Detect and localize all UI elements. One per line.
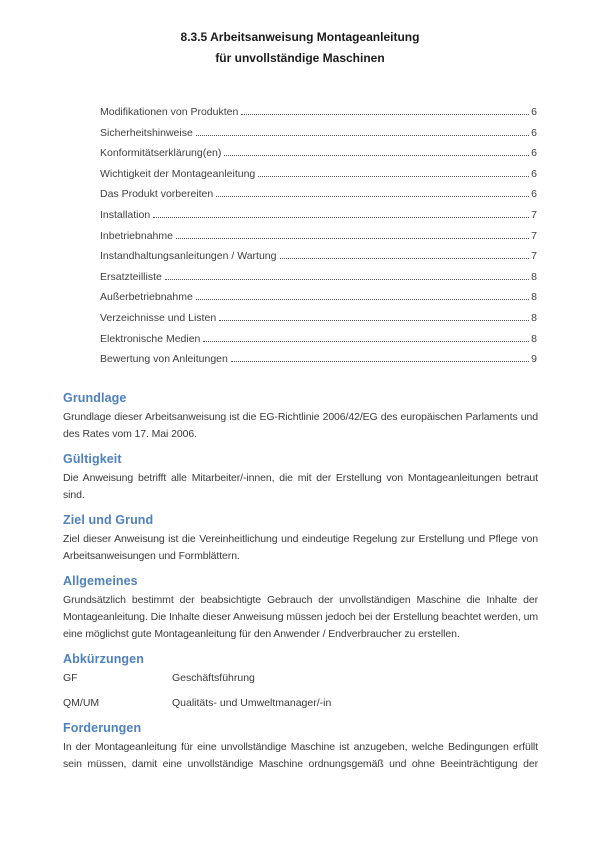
toc-dot-leader	[241, 113, 529, 115]
toc-entry-label: Verzeichnisse und Listen	[100, 311, 217, 324]
toc-entry[interactable]	[100, 353, 537, 365]
toc-entry[interactable]	[100, 230, 537, 242]
toc-page-number: 6	[531, 126, 537, 139]
toc-entry[interactable]	[100, 147, 537, 159]
toc-entry-label: Das Produkt vorbereiten	[100, 188, 214, 201]
section-paragraph	[63, 592, 538, 643]
toc-page-number: 8	[531, 270, 537, 283]
section-heading: Ziel und Grund	[63, 513, 154, 528]
document-title-line1: 8.3.5 Arbeitsanweisung Montageanleitung	[180, 30, 420, 44]
section	[63, 452, 538, 504]
section-heading: Abkürzungen	[63, 652, 144, 667]
toc-entry[interactable]	[100, 271, 537, 283]
section-paragraph	[63, 409, 538, 443]
toc-entry[interactable]	[100, 312, 537, 324]
paragraph-line: des Rates vom 17. Mai 2006.	[63, 428, 197, 441]
toc-entry[interactable]	[100, 106, 537, 118]
paragraph-line: sind.	[63, 489, 85, 502]
section-heading: Forderungen	[63, 721, 142, 736]
abbreviation-definition: Geschäftsführung	[172, 672, 255, 685]
toc-entry[interactable]	[100, 250, 537, 262]
toc-entry-label: Außerbetriebnahme	[100, 291, 193, 304]
toc-page-number: 8	[531, 311, 537, 324]
toc-page-number: 7	[531, 229, 537, 242]
toc-entry-label: Instandhaltungsanleitungen / Wartung	[100, 250, 277, 263]
toc-page-number: 6	[531, 188, 537, 201]
section-paragraph	[63, 739, 538, 773]
abbreviation-definition: Qualitäts- und Umweltmanager/-in	[172, 697, 332, 710]
toc-entry-label: Modifikationen von Produkten	[100, 106, 239, 118]
section-heading: Gültigkeit	[63, 452, 122, 467]
toc-entry[interactable]	[100, 168, 537, 180]
abbreviation-list	[63, 670, 538, 712]
section	[63, 721, 538, 773]
toc-page-number: 6	[531, 106, 537, 118]
section-paragraph	[63, 470, 538, 504]
section-heading: Allgemeines	[63, 574, 138, 589]
toc-dot-leader	[153, 216, 529, 218]
section-heading: Grundlage	[63, 391, 127, 406]
abbreviation-term: GF	[63, 672, 78, 685]
toc-page-number: 7	[531, 250, 537, 263]
toc-dot-leader	[216, 195, 529, 197]
toc-entry-label: Sicherheitshinweise	[100, 126, 193, 139]
paragraph-line: Die Anweisung betrifft alle Mitarbeiter/-innen, die mit der Erstellung von Montageanleitungen betraut	[63, 472, 538, 485]
paragraph-line: Arbeitsanweisungen und Formblättern.	[63, 550, 240, 563]
abbreviation-row	[63, 695, 538, 712]
toc-page-number: 7	[531, 208, 537, 221]
toc-entry[interactable]	[100, 127, 537, 139]
section	[63, 513, 538, 565]
toc-page-number: 6	[531, 147, 537, 160]
toc-entry-label: Konformitätserklärung(en)	[100, 147, 222, 160]
toc-dot-leader	[196, 298, 529, 300]
toc-entry-label: Inbetriebnahme	[100, 229, 173, 242]
toc-entry[interactable]	[100, 188, 537, 200]
toc-entry-label: Bewertung von Anleitungen	[100, 353, 228, 366]
paragraph-line: Grundlage dieser Arbeitsanweisung ist die EG-Richtlinie 2006/42/EG des europäischen Parlaments und	[63, 411, 538, 424]
toc-page-number: 9	[531, 353, 537, 366]
toc-entry[interactable]	[100, 333, 537, 345]
toc-dot-leader	[219, 319, 529, 321]
paragraph-line: eine möglichst gute Montageanleitung für den Anwender / Endverbraucher zu erstellen.	[63, 628, 460, 641]
paragraph-line: Montageanleitung. Die Inhalte dieser Anweisung müssen jedoch bei der Erstellung beachtet werden, um	[63, 611, 538, 624]
toc-dot-leader	[231, 360, 529, 362]
section	[63, 652, 538, 712]
toc	[100, 106, 537, 365]
paragraph-line: sein müssen, damit eine unvollständige Maschine ordnungsgemäß und ohne Beeinträchtigung der	[63, 758, 538, 771]
section	[63, 391, 538, 443]
toc-entry-label: Wichtigkeit der Montageanleitung	[100, 167, 256, 180]
toc-dot-leader	[176, 237, 529, 239]
toc-entry[interactable]	[100, 291, 537, 303]
section-paragraph	[63, 531, 538, 565]
paragraph-line: Ziel dieser Anweisung ist die Vereinheitlichung und eindeutige Regelung zur Erstellung und Pflege von	[63, 533, 538, 546]
document-title	[0, 0, 600, 69]
toc-dot-leader	[203, 340, 529, 342]
toc-entry-label: Ersatzteilliste	[100, 270, 162, 283]
toc-entry-label: Elektronische Medien	[100, 332, 201, 345]
paragraph-line: In der Montageanleitung für eine unvollständige Maschine ist anzugeben, welche Bedingungen erfüllt	[63, 741, 538, 754]
document-sections	[63, 391, 538, 773]
paragraph-line: Grundsätzlich bestimmt der beabsichtigte Gebrauch der unvollständigen Maschine die Inhalte der	[63, 594, 538, 607]
toc-dot-leader	[258, 175, 529, 177]
toc-dot-leader	[280, 257, 530, 259]
abbreviation-term: QM/UM	[63, 697, 100, 710]
toc-page-number: 6	[531, 167, 537, 180]
toc-dot-leader	[224, 154, 529, 156]
abbreviation-row	[63, 670, 538, 687]
toc-dot-leader	[165, 278, 529, 280]
section	[63, 574, 538, 643]
toc-dot-leader	[196, 134, 529, 136]
toc-page-number: 8	[531, 291, 537, 304]
toc-entry[interactable]	[100, 209, 537, 221]
document-title-line2: für unvollständige Maschinen	[215, 51, 385, 65]
toc-entry-label: Installation	[100, 208, 151, 221]
toc-page-number: 8	[531, 332, 537, 345]
